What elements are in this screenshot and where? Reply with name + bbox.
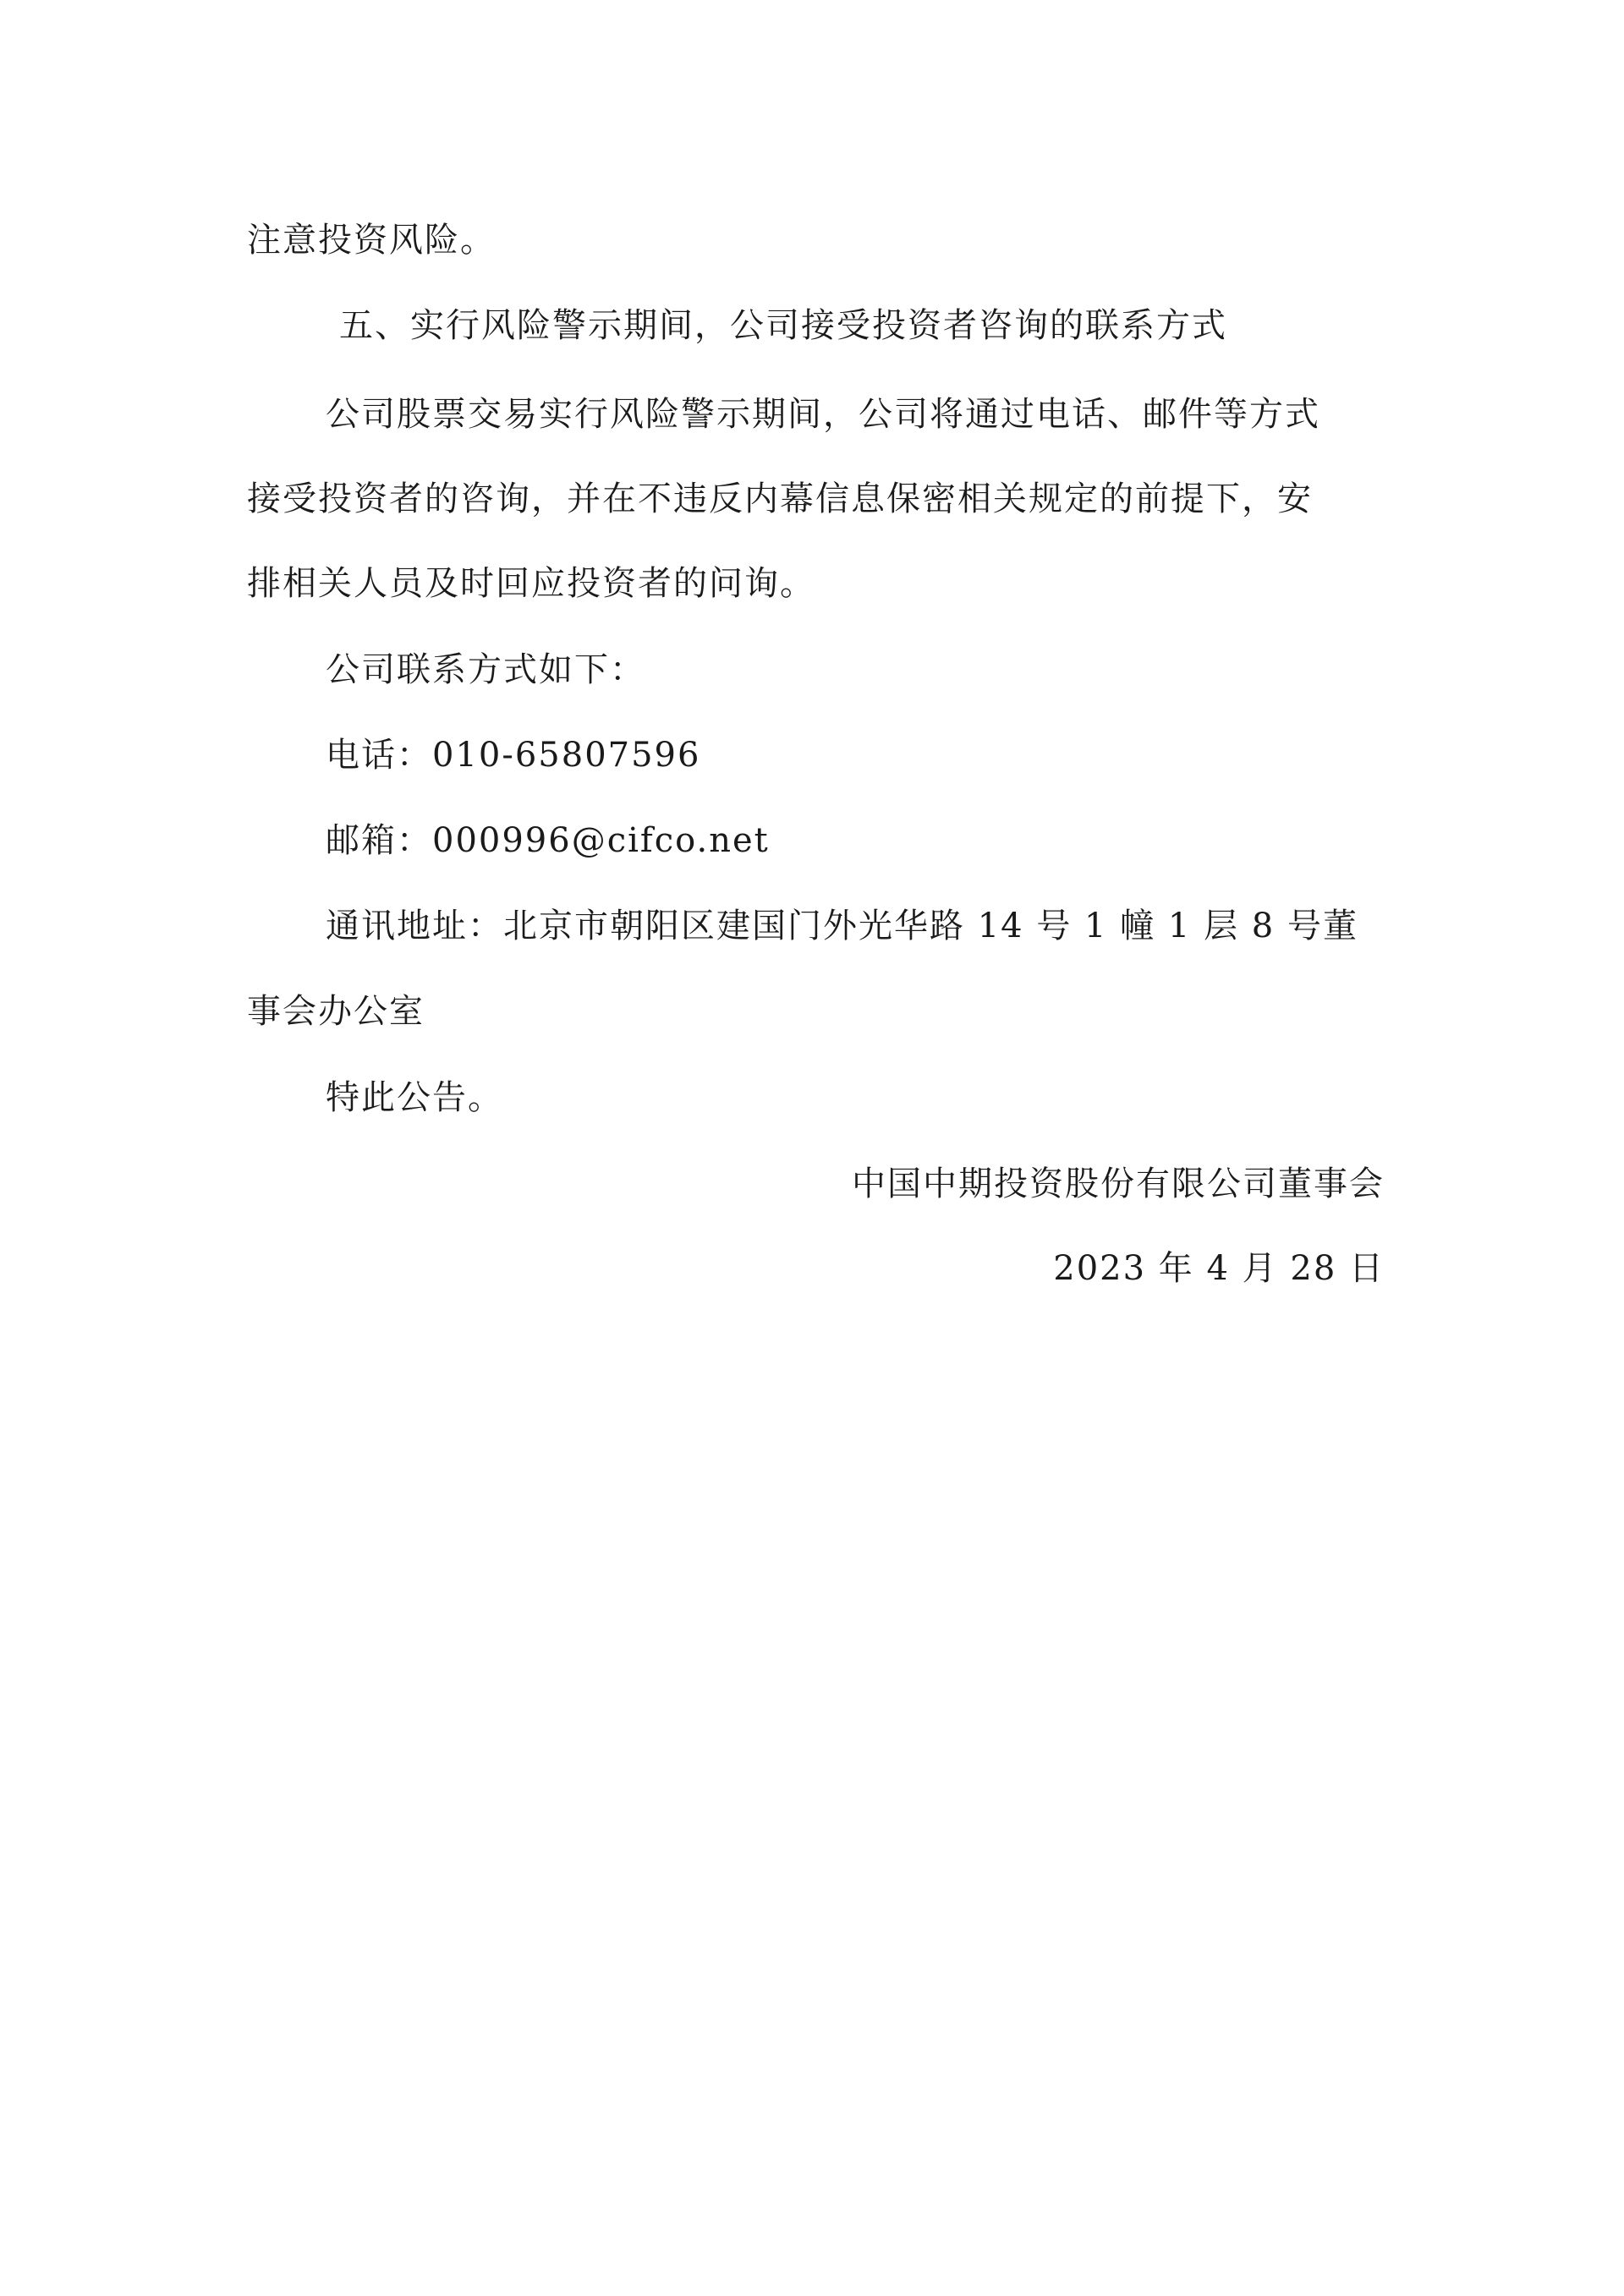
section-heading: 五、实行风险警示期间，公司接受投资者咨询的联系方式	[339, 306, 1227, 345]
paragraph-line: 排相关人员及时回应投资者的问询。	[247, 564, 815, 603]
contact-email: 邮箱：000996@cifco.net	[326, 821, 770, 860]
contact-address-continuation: 事会办公室	[247, 992, 425, 1031]
closing-statement: 特此公告。	[326, 1078, 503, 1117]
paragraph-line: 公司股票交易实行风险警示期间，公司将通过电话、邮件等方式	[326, 395, 1320, 434]
contact-intro: 公司联系方式如下：	[326, 650, 645, 689]
contact-phone: 电话：010-65807596	[326, 736, 701, 775]
contact-address: 通讯地址：北京市朝阳区建国门外光华路 14 号 1 幢 1 层 8 号董	[326, 907, 1358, 945]
paragraph-line: 接受投资者的咨询，并在不违反内幕信息保密相关规定的前提下，安	[247, 479, 1313, 518]
paragraph-continuation: 注意投资风险。	[247, 221, 496, 260]
signature-date: 2023 年 4 月 28 日	[1053, 1249, 1385, 1288]
signature-company: 中国中期投资股份有限公司董事会	[852, 1164, 1385, 1203]
